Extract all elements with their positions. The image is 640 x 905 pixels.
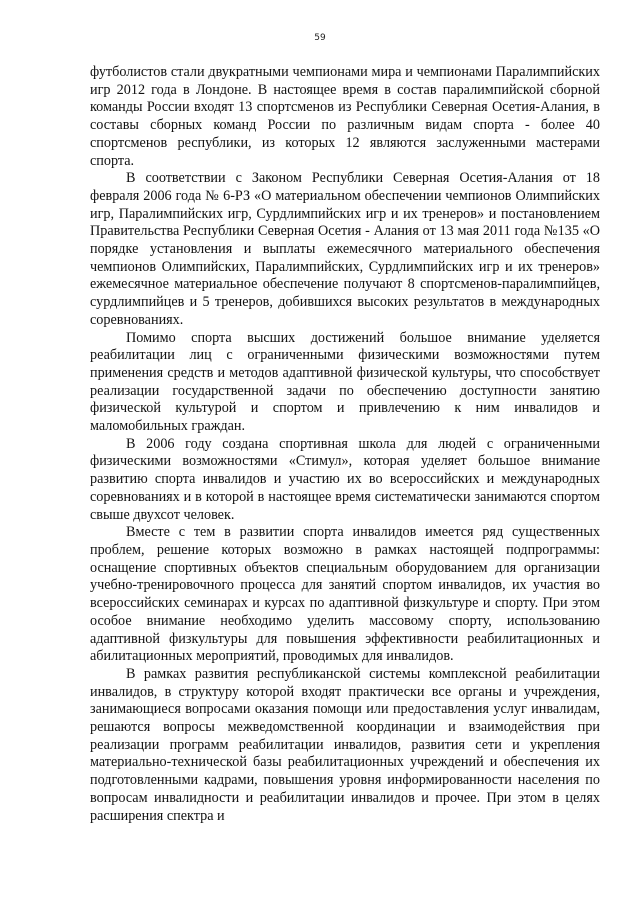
document-body xyxy=(90,64,600,825)
paragraph-6: В рамках развития республиканской системы комплексной реабилитации инвалидов, в структуру которой входят практически все органы и учреждения, занимающиеся вопросами оказания помощи или предоставления услуг инвалидам, решаются вопросы межведомственной координации и взаимодействия при реализации программ реабилитации инвалидов, развития сети и укрепления материально-технической базы реабилитационных учреждений и обеспечения их подготовленными кадрами, повышения уровня информированности населения по вопросам инвалидности и реабилитации инвалидов и прочее. При этом в целях расширения спектра и xyxy=(90,665,600,824)
page-number: 59 xyxy=(314,33,326,43)
paragraph-3: Помимо спорта высших достижений большое внимание уделяется реабилитации лиц с ограниченными физическими возможностями путем применения средств и методов адаптивной физической культуры, что способствует реализации государственной задачи по обеспечению доступности занятию физической культурой и спортом и привлечению к ним инвалидов и маломобильных граждан. xyxy=(90,329,600,435)
paragraph-4: В 2006 году создана спортивная школа для людей с ограниченными физическими возможностями «Стимул», которая уделяет большое внимание развитию спорта инвалидов и участию их во всероссийских и международных соревнованиях и в которой в настоящее время систематически занимаются спортом свыше двухсот человек. xyxy=(90,435,600,523)
paragraph-5: Вместе с тем в развитии спорта инвалидов имеется ряд существенных проблем, решение которых возможно в рамках настоящей подпрограммы: оснащение спортивных объектов специальным оборудованием для организации учебно-тренировочного процесса для занятий спортом инвалидов, их участия во всероссийских семинарах и курсах по адаптивной физкультуре и спорту. При этом особое внимание необходимо уделить массовому спорту, использованию адаптивной физкультуры для повышения эффективности реабилитационных и абилитационных мероприятий, проводимых для инвалидов. xyxy=(90,524,600,665)
paragraph-1: футболистов стали двукратными чемпионами мира и чемпионами Паралимпийских игр 2012 года в Лондоне. В настоящее время в состав паралимпийской сборной команды России входят 13 спортсменов из Республики Северная Осетия-Алания, в составы сборных команд России по различным видам спорта - более 40 спортсменов республики, из которых 12 являются заслуженными мастерами спорта. xyxy=(90,64,600,169)
paragraph-2: В соответствии с Законом Республики Северная Осетия-Алания от 18 февраля 2006 года № 6-РЗ «О материальном обеспечении чемпионов Олимпийских игр, Паралимпийских игр, Сурдлимпийских игр и их тренеров» и постановлением Правительства Республики Северная Осетия - Алания от 13 мая 2011 года №135 «О порядке установления и выплаты ежемесячного материального обеспечения чемпионов Олимпийских, Паралимпийских, Сурдлимпийских игр и их тренеров» ежемесячное материальное обеспечение получают 8 спортсменов-паралимпийцев, сурдлимпийцев и 5 тренеров, добившихся высоких результатов в международных соревнованиях. xyxy=(90,170,600,328)
